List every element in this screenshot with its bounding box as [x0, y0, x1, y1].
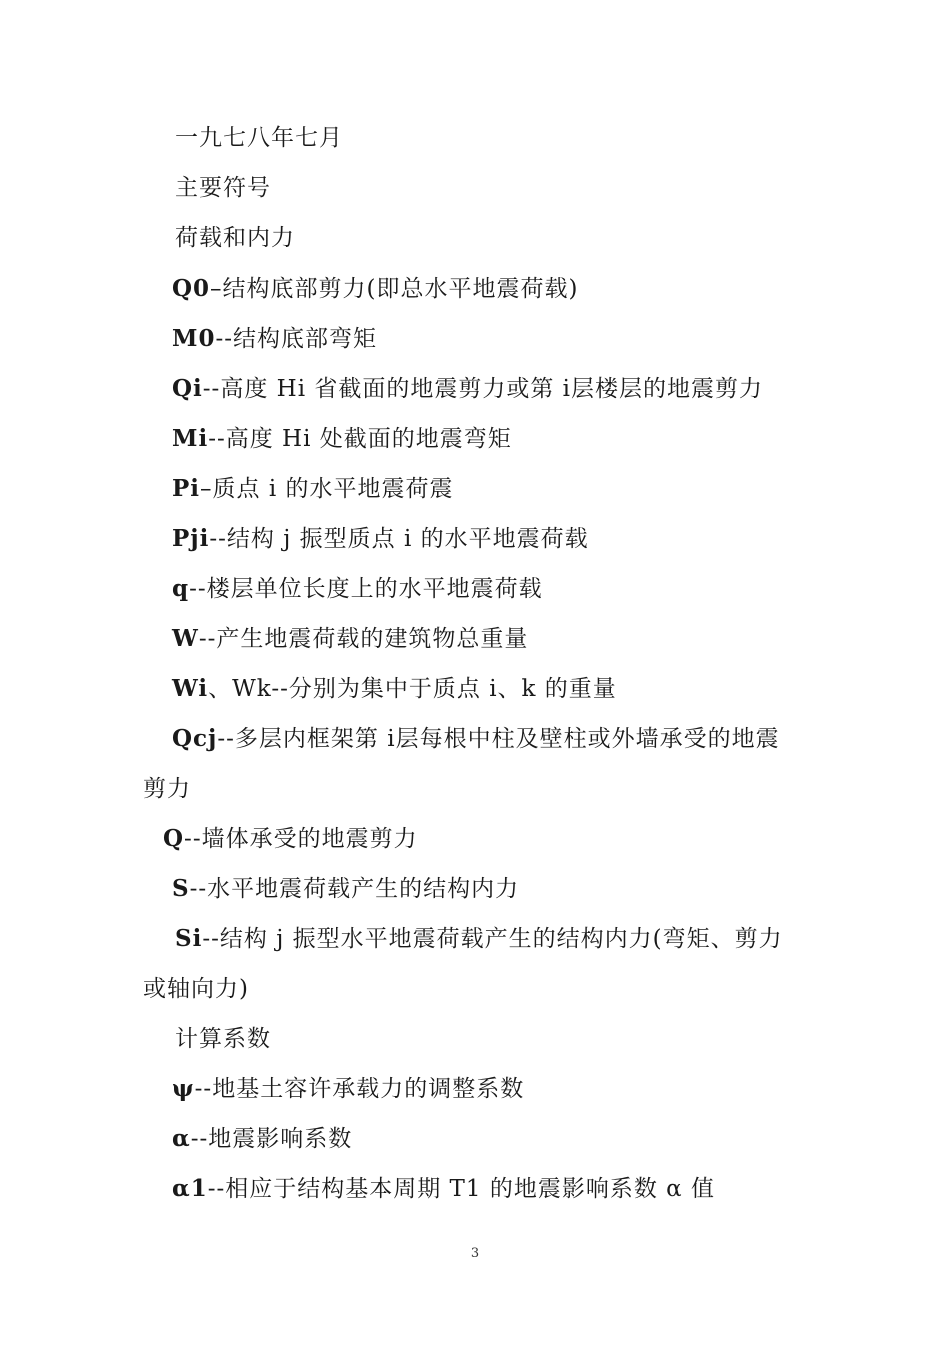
text-line: 一九七八年七月	[175, 125, 343, 151]
symbol-definition: Mi--高度 Hi 处截面的地震弯矩	[172, 425, 512, 452]
text-line-continuation: 剪力	[143, 776, 191, 802]
symbol-definition: Pji--结构 j 振型质点 i 的水平地震荷载	[172, 525, 589, 552]
symbol-definition: Pi–质点 i 的水平地震荷震	[172, 475, 454, 502]
symbol-definition: ψ--地基土容许承载力的调整系数	[172, 1075, 525, 1102]
symbol-definition: S--水平地震荷载产生的结构内力	[172, 875, 520, 902]
symbol-definition: Q--墙体承受的地震剪力	[163, 825, 418, 852]
symbol-definition: W--产生地震荷载的建筑物总重量	[172, 625, 529, 652]
symbol-definition: q--楼层单位长度上的水平地震荷载	[172, 575, 543, 602]
symbol-definition: α1--相应于结构基本周期 T1 的地震影响系数 α 值	[172, 1175, 715, 1202]
symbol-definition: Qcj--多层内框架第 i层每根中柱及壁柱或外墙承受的地震	[172, 725, 780, 752]
text-line: 主要符号	[175, 175, 271, 201]
symbol-definition: Qi--高度 Hi 省截面的地震剪力或第 i层楼层的地震剪力	[172, 375, 764, 402]
symbol-definition: Wi、Wk--分别为集中于质点 i、k 的重量	[172, 675, 617, 702]
text-line-continuation: 或轴向力)	[143, 976, 249, 1002]
symbol-definition: α--地震影响系数	[172, 1125, 353, 1152]
section-heading: 荷载和内力	[175, 225, 295, 251]
symbol-definition: M0--结构底部弯矩	[172, 325, 378, 352]
section-heading: 计算系数	[175, 1026, 271, 1052]
symbol-definition: Q0–结构底部剪力(即总水平地震荷载)	[172, 275, 579, 302]
page-number: 3	[470, 1246, 480, 1261]
symbol-definition: Si--结构 j 振型水平地震荷载产生的结构内力(弯矩、剪力	[175, 925, 783, 952]
